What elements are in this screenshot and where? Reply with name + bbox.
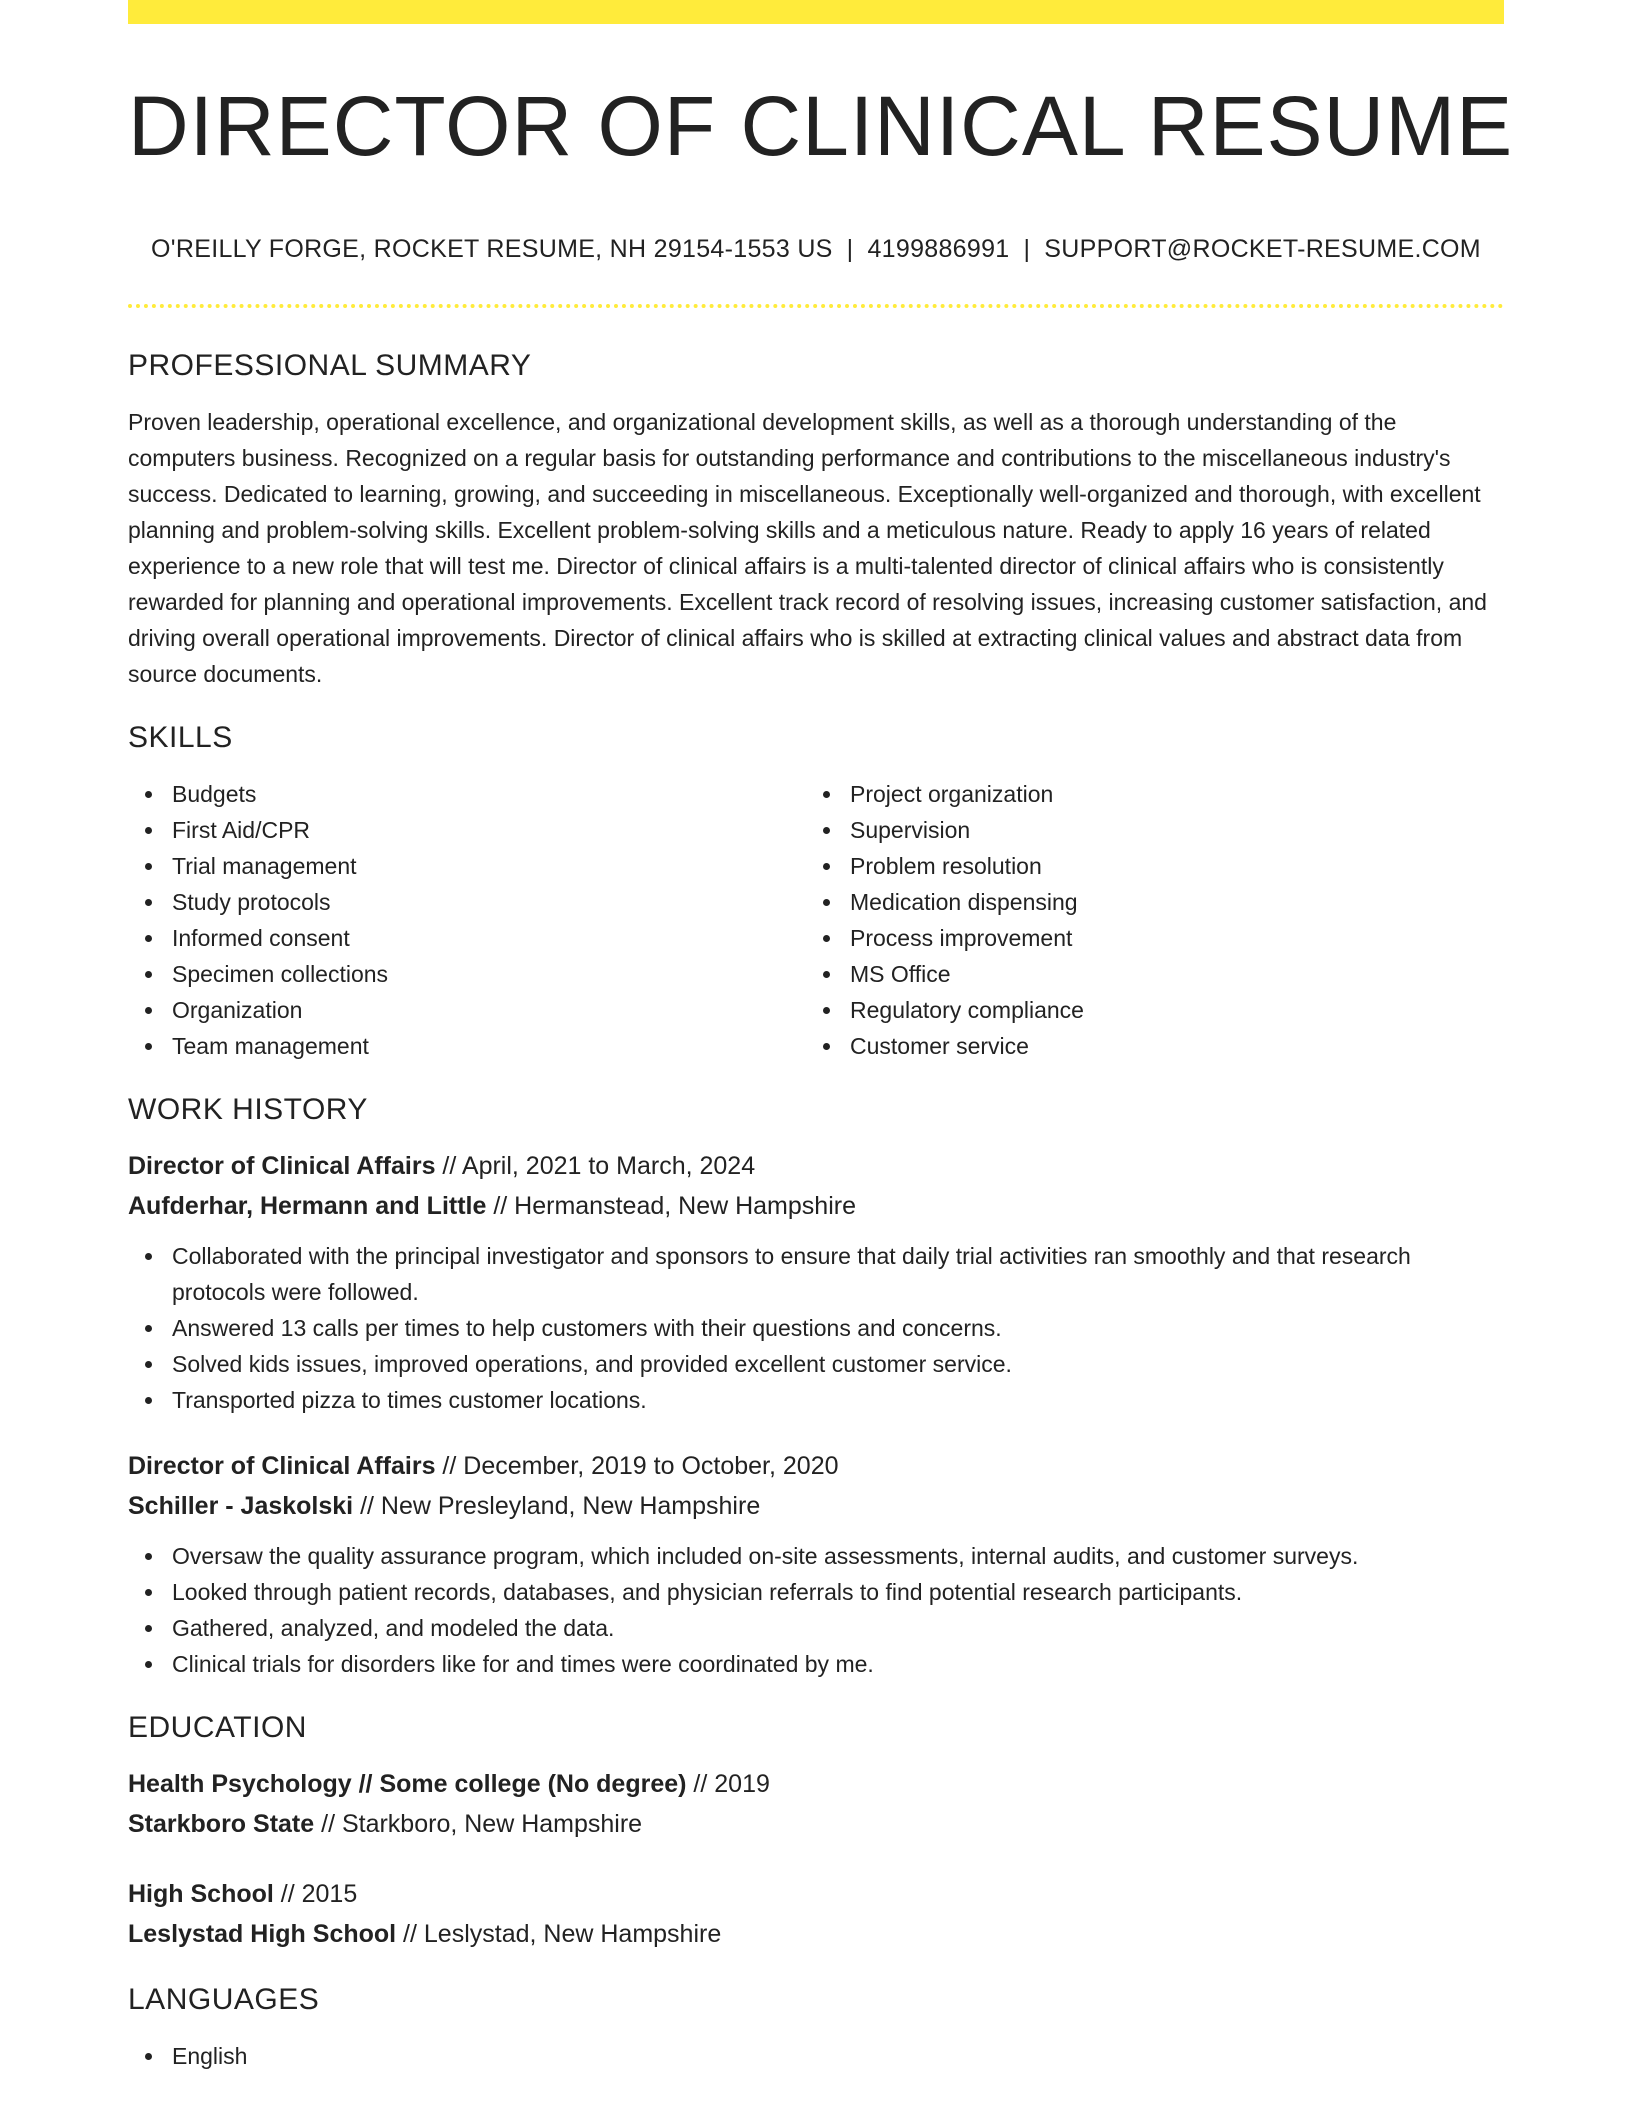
skills-column-right bbox=[806, 776, 1484, 1064]
skills-grid bbox=[128, 776, 1504, 1064]
header-divider bbox=[128, 304, 1504, 308]
summary-heading: PROFESSIONAL SUMMARY bbox=[128, 349, 532, 382]
job-entry bbox=[128, 1446, 1504, 1682]
skill-item: Process improvement bbox=[806, 920, 1484, 956]
job-company: Aufderhar, Hermann and Little bbox=[128, 1192, 487, 1220]
contact-separator: | bbox=[846, 235, 854, 263]
job-duties bbox=[128, 1538, 1504, 1682]
education-entry bbox=[128, 1764, 1504, 1844]
job-entry bbox=[128, 1146, 1504, 1418]
job-company: Schiller - Jaskolski bbox=[128, 1492, 354, 1520]
job-title: Director of Clinical Affairs bbox=[128, 1152, 436, 1180]
skill-item: MS Office bbox=[806, 956, 1484, 992]
education-school: Starkboro State bbox=[128, 1810, 315, 1838]
skill-item: Customer service bbox=[806, 1028, 1484, 1064]
job-company-line bbox=[128, 1486, 1504, 1526]
skill-item: Informed consent bbox=[128, 920, 806, 956]
skill-item: Study protocols bbox=[128, 884, 806, 920]
education-degree: Health Psychology // Some college (No degree) bbox=[128, 1770, 687, 1798]
education-location: // Starkboro, New Hampshire bbox=[314, 1810, 643, 1838]
job-dates: // April, 2021 to March, 2024 bbox=[435, 1152, 756, 1180]
job-duty: Oversaw the quality assurance program, which included on-site assessments, internal audits, and customer surveys. bbox=[128, 1538, 1504, 1574]
skills-heading: SKILLS bbox=[128, 721, 233, 754]
language-item: English bbox=[128, 2038, 1504, 2074]
education-location: // Leslystad, New Hampshire bbox=[396, 1920, 722, 1948]
education-degree-line bbox=[128, 1764, 1504, 1804]
education-year: // 2019 bbox=[686, 1770, 770, 1798]
skills-column-left bbox=[128, 776, 806, 1064]
job-title-line bbox=[128, 1146, 1504, 1186]
resume-page bbox=[128, 0, 1514, 2074]
work-history-heading: WORK HISTORY bbox=[128, 1093, 368, 1126]
education-degree-line bbox=[128, 1874, 1504, 1914]
education-school-line bbox=[128, 1804, 1504, 1844]
contact-phone: 4199886991 bbox=[867, 235, 1010, 263]
education-year: // 2015 bbox=[273, 1880, 358, 1908]
skill-item: Budgets bbox=[128, 776, 806, 812]
skill-item: Regulatory compliance bbox=[806, 992, 1484, 1028]
skill-item: Medication dispensing bbox=[806, 884, 1484, 920]
skill-item: Problem resolution bbox=[806, 848, 1484, 884]
job-duty: Transported pizza to times customer locations. bbox=[128, 1382, 1504, 1418]
education-entry bbox=[128, 1874, 1504, 1954]
job-duties bbox=[128, 1238, 1504, 1418]
job-location: // New Presleyland, New Hampshire bbox=[353, 1492, 761, 1520]
skill-item: Specimen collections bbox=[128, 956, 806, 992]
job-duty: Gathered, analyzed, and modeled the data. bbox=[128, 1610, 1504, 1646]
contact-address: O'REILLY FORGE, ROCKET RESUME, NH 29154-1553 US bbox=[151, 235, 833, 263]
skill-item: Project organization bbox=[806, 776, 1484, 812]
contact-email: SUPPORT@ROCKET-RESUME.COM bbox=[1044, 235, 1481, 263]
job-duty: Looked through patient records, databases, and physician referrals to find potential research participants. bbox=[128, 1574, 1504, 1610]
education-school: Leslystad High School bbox=[128, 1920, 397, 1948]
top-accent-bar bbox=[128, 0, 1504, 24]
languages-list bbox=[128, 2038, 1504, 2074]
education-degree: High School bbox=[128, 1880, 274, 1908]
languages-heading: LANGUAGES bbox=[128, 1983, 320, 2016]
contact-line bbox=[128, 234, 1504, 264]
job-duty: Clinical trials for disorders like for and times were coordinated by me. bbox=[128, 1646, 1504, 1682]
job-duty: Solved kids issues, improved operations, and provided excellent customer service. bbox=[128, 1346, 1504, 1382]
job-company-line bbox=[128, 1186, 1504, 1226]
job-duty: Answered 13 calls per times to help customers with their questions and concerns. bbox=[128, 1310, 1504, 1346]
contact-separator: | bbox=[1023, 235, 1031, 263]
skill-item: First Aid/CPR bbox=[128, 812, 806, 848]
education-school-line bbox=[128, 1914, 1504, 1954]
skill-item: Trial management bbox=[128, 848, 806, 884]
job-title: Director of Clinical Affairs bbox=[128, 1452, 436, 1480]
job-title-line bbox=[128, 1446, 1504, 1486]
skill-item: Team management bbox=[128, 1028, 806, 1064]
resume-title: DIRECTOR OF CLINICAL RESUME bbox=[128, 79, 1514, 173]
job-duty: Collaborated with the principal investigator and sponsors to ensure that daily trial activities ran smoothly and that research protocols were followed. bbox=[128, 1238, 1504, 1310]
skill-item: Supervision bbox=[806, 812, 1484, 848]
job-dates: // December, 2019 to October, 2020 bbox=[435, 1452, 839, 1480]
skill-item: Organization bbox=[128, 992, 806, 1028]
summary-paragraph: Proven leadership, operational excellence, and organizational development skills, as well as a thorough understanding of the computers business. Recognized on a regular basis for outstanding performance and contributions to the miscellaneous industry's success. Dedicated to learning, growing, and succeeding in miscellaneous. Exceptionally well-organized and thorough, with excellent planning and problem-solving skills. Excellent problem-solving skills and a meticulous nature. Ready to apply 16 years of related experience to a new role that will test me. Director of clinical affairs is a multi-talented director of clinical affairs who is consistently rewarded for planning and operational improvements. Excellent track record of resolving issues, increasing customer satisfaction, and driving overall operational improvements. Director of clinical affairs who is skilled at extracting clinical values and abstract data from source documents. bbox=[128, 409, 1487, 687]
job-location: // Hermanstead, New Hampshire bbox=[486, 1192, 856, 1220]
education-heading: EDUCATION bbox=[128, 1711, 307, 1744]
